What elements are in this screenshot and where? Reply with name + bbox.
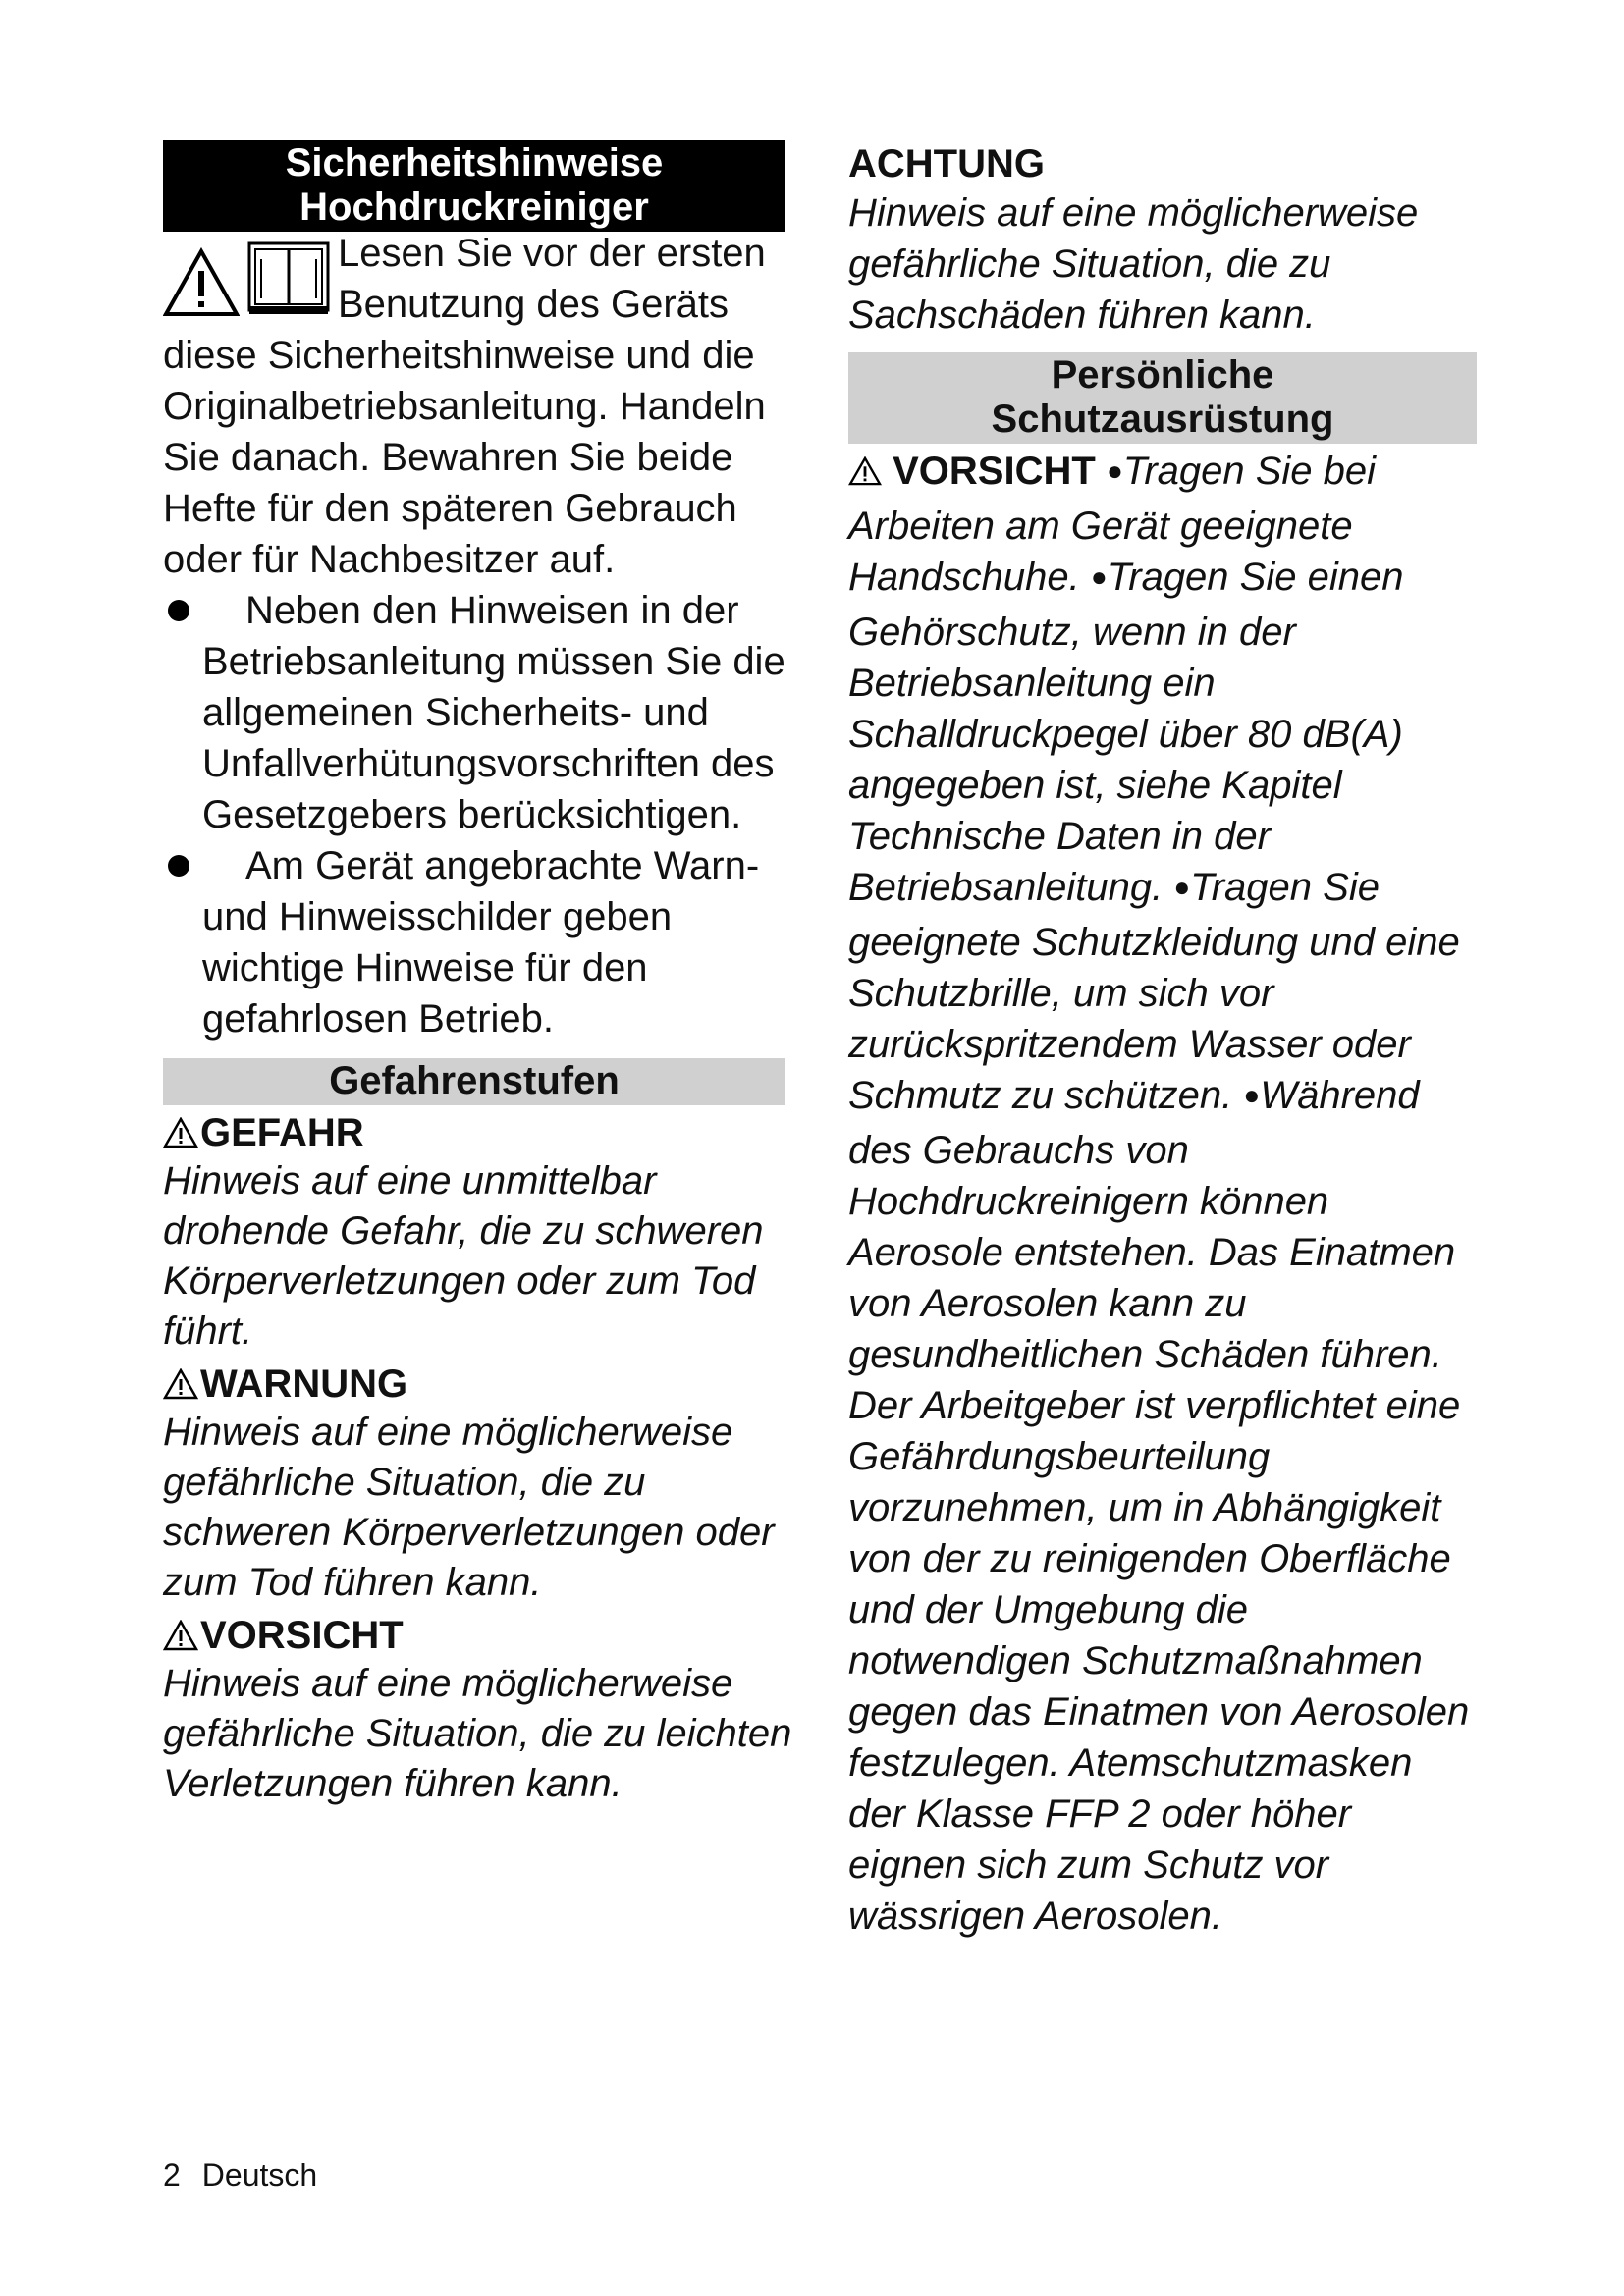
intro-icons bbox=[163, 240, 332, 324]
bullet-icon: ● bbox=[1106, 455, 1123, 486]
psa-header-line1: Persönliche bbox=[1051, 353, 1274, 397]
left-column bbox=[163, 140, 801, 1809]
level-warnung bbox=[163, 1361, 801, 1608]
psa-text bbox=[848, 446, 1477, 1942]
psa-item: Tragen Sie bei Arbeiten am Gerät geeignete Handschuhe. bbox=[848, 450, 1377, 599]
bullet-icon: ● bbox=[1173, 872, 1191, 902]
warning-triangle-icon bbox=[163, 247, 240, 318]
warning-triangle-icon bbox=[163, 1368, 198, 1400]
list-item: Neben den Hinweisen in der Betriebsanleitung müssen Sie die allgemeinen Sicherheits- und Unfallverhütungsvorschriften des Gesetzgebers berücksichtigen. bbox=[163, 585, 801, 840]
achtung-title: ACHTUNG bbox=[848, 142, 1045, 186]
danger-levels-header: Gefahrenstufen bbox=[163, 1058, 785, 1105]
psa-item: Tragen Sie einen Gehörschutz, wenn in der Betriebsanleitung ein Schalldruckpegel über 80 dB(A) angegeben ist, siehe Kapitel Technische Daten in der Betriebsanleitung. bbox=[848, 556, 1404, 909]
psa-item: Während des Gebrauchs von Hochdruckreinigern können Aerosole entstehen. Das Einatmen von Aerosolen kann zu gesundheitlichen Schäden führen. Der Arbeitgeber ist verpflichtet eine Gefährdungsbeurteilung vorzunehmen, um in Abhängigkeit von der zu reinigenden Oberfläche und der Umgebung die notwendigen Schutzmaßnahmen gegen das Einatmen von Aerosolen festzulegen. Atemschutzmasken der Klasse FFP 2 oder höher eignen sich zum Schutz vor wässrigen Aerosolen. bbox=[848, 1074, 1470, 1938]
warning-triangle-icon bbox=[163, 1620, 198, 1651]
level-title: GEFAHR bbox=[200, 1111, 364, 1154]
level-title: WARNUNG bbox=[200, 1362, 408, 1406]
bullet-icon: ● bbox=[1090, 561, 1108, 592]
safety-header bbox=[163, 140, 785, 232]
safety-header-line2: Hochdruckreiniger bbox=[299, 186, 649, 229]
page-footer bbox=[163, 2158, 339, 2194]
level-text: Hinweis auf eine möglicherweise gefährliche Situation, die zu schweren Körperverletzungen oder zum Tod führen kann. bbox=[163, 1411, 775, 1604]
achtung-text: Hinweis auf eine möglicherweise gefährliche Situation, die zu Sachschäden führen kann. bbox=[848, 191, 1419, 337]
level-title: VORSICHT bbox=[200, 1614, 404, 1657]
right-column bbox=[848, 140, 1477, 1942]
level-vorsicht bbox=[163, 1612, 801, 1809]
list-item: Am Gerät angebrachte Warn- und Hinweisschilder geben wichtige Hinweise für den gefahrlosen Betrieb. bbox=[163, 840, 801, 1044]
intro-paragraph bbox=[163, 228, 801, 585]
level-text: Hinweis auf eine möglicherweise gefährliche Situation, die zu leichten Verletzungen führen kann. bbox=[163, 1662, 792, 1805]
bullet-icon bbox=[168, 600, 189, 621]
psa-header bbox=[848, 352, 1477, 444]
safety-bullet-list bbox=[163, 585, 801, 1044]
warning-triangle-icon bbox=[848, 456, 882, 486]
bullet-icon: ● bbox=[1243, 1080, 1261, 1110]
bullet-icon bbox=[168, 855, 189, 877]
level-gefahr bbox=[163, 1109, 801, 1357]
psa-header-line2: Schutzausrüstung bbox=[991, 398, 1334, 441]
footer-language: Deutsch bbox=[201, 2158, 318, 2193]
psa-label: VORSICHT bbox=[893, 450, 1096, 493]
page-number: 2 bbox=[163, 2158, 181, 2193]
safety-header-line1: Sicherheitshinweise bbox=[285, 141, 664, 185]
intro-text: Lesen Sie vor der ersten Benutzung des Geräts diese Sicherheitshinweise und die Originalbetriebsanleitung. Handeln Sie danach. Bewahren Sie beide Hefte für den späteren Gebrauch oder für Nachbesitzer auf. bbox=[163, 232, 766, 581]
manual-book-icon bbox=[245, 240, 332, 318]
psa-item: Tragen Sie geeignete Schutzkleidung und eine Schutzbrille, um sich vor zurückspritzendem Wasser oder Schmutz zu schützen. bbox=[848, 866, 1460, 1117]
level-text: Hinweis auf eine unmittelbar drohende Gefahr, die zu schweren Körperverletzungen oder zum Tod führt. bbox=[163, 1159, 764, 1353]
warning-triangle-icon bbox=[163, 1117, 198, 1148]
